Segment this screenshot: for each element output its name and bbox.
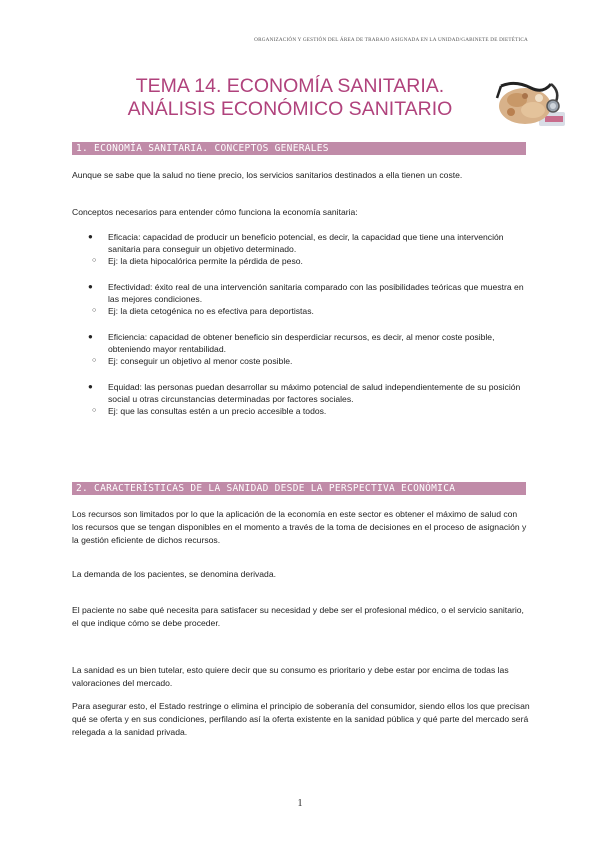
circle-bullet-icon: ○ [92,307,97,314]
list-item [36,255,530,267]
bullet-icon: ● [88,282,93,291]
intro-paragraph: Aunque se sabe que la salud no tiene precio, los servicios sanitarios destinados a ella tienen un coste. [72,170,463,180]
list-item [36,355,530,367]
concept-example: Ej: que las consultas estén a un precio accesible a todos. [108,406,327,416]
bullet-icon: ● [88,382,93,391]
list-item [72,231,530,255]
circle-bullet-icon: ○ [92,257,97,264]
resources-paragraph: Los recursos son limitados por lo que la aplicación de la economía en este sector es obtener el máximo de salud con los recursos que se tengan disponibles en el momento a través de la toma de decisiones en el proceso de asignación y la gestión eficiente de dichos recursos. [72,509,527,545]
concept-text: Equidad: las personas puedan desarrollar su máximo potencial de salud independientemente de su posición social u otras circunstancias determinadas por factores sociales. [108,382,521,404]
list-item [72,381,530,405]
concepts-lead: Conceptos necesarios para entender cómo funciona la economía sanitaria: [72,207,358,217]
bullet-icon: ● [88,332,93,341]
stethoscope-pills-image [495,78,567,132]
list-item [72,331,530,355]
concept-text: Efectividad: éxito real de una intervención sanitaria comparado con las posibilidades teóricas que muestra en las mejores condiciones. [108,282,524,304]
title-line-1: TEMA 14. ECONOMÍA SANITARIA. [135,75,445,97]
concept-example: Ej: la dieta hipocalórica permite la pérdida de peso. [108,256,303,266]
concept-text: Eficacia: capacidad de producir un beneficio potencial, es decir, la capacidad que tiene una intervención sanitaria para conseguir un objetivo determinado. [108,232,504,254]
demand-paragraph: La demanda de los pacientes, se denomina derivada. [72,569,277,579]
patient-paragraph: El paciente no sabe qué necesita para satisfacer su necesidad y debe ser el profesional médico, o el servicio sanitario, el que indique cómo se debe proceder. [72,605,524,628]
page-number: 1 [297,798,303,809]
running-header: ORGANIZACIÓN Y GESTIÓN DEL ÁREA DE TRABAJO ASIGNADA EN LA UNIDAD/GABINETE DE DIETÉTICA [254,37,528,43]
circle-bullet-icon: ○ [92,357,97,364]
concept-example: Ej: la dieta cetogénica no es efectiva para deportistas. [108,306,314,316]
list-item [72,281,530,305]
title-line-2: ANÁLISIS ECONÓMICO SANITARIO [127,98,453,120]
state-paragraph: Para asegurar esto, el Estado restringe o elimina el principio de soberanía del consumidor, siendo ellos los que precisan qué se oferta y en sus condiciones, perfilando así la oferta existente en la sanidad pública y qué parte del mercado será relegada a la sanidad privada. [72,701,530,737]
page-title [100,75,480,121]
section-heading-1: 1. ECONOMÍA SANITARIA. CONCEPTOS GENERALES [72,142,526,155]
bullet-icon: ● [88,232,93,241]
concept-example: Ej: conseguir un objetivo al menor coste posible. [108,356,293,366]
circle-bullet-icon: ○ [92,407,97,414]
section-heading-2: 2. CARACTERÍSTICAS DE LA SANIDAD DESDE LA PERSPECTIVA ECONÓMICA [72,482,526,495]
list-item [36,305,530,317]
tutelar-paragraph: La sanidad es un bien tutelar, esto quiere decir que su consumo es prioritario y debe estar por encima de todas las valoraciones del mercado. [72,665,509,688]
concept-text: Eficiencia: capacidad de obtener beneficio sin desperdiciar recursos, es decir, al menor coste posible, obteniendo mayor rentabilidad. [108,332,495,354]
concepts-list [72,231,530,417]
list-item [36,405,530,417]
